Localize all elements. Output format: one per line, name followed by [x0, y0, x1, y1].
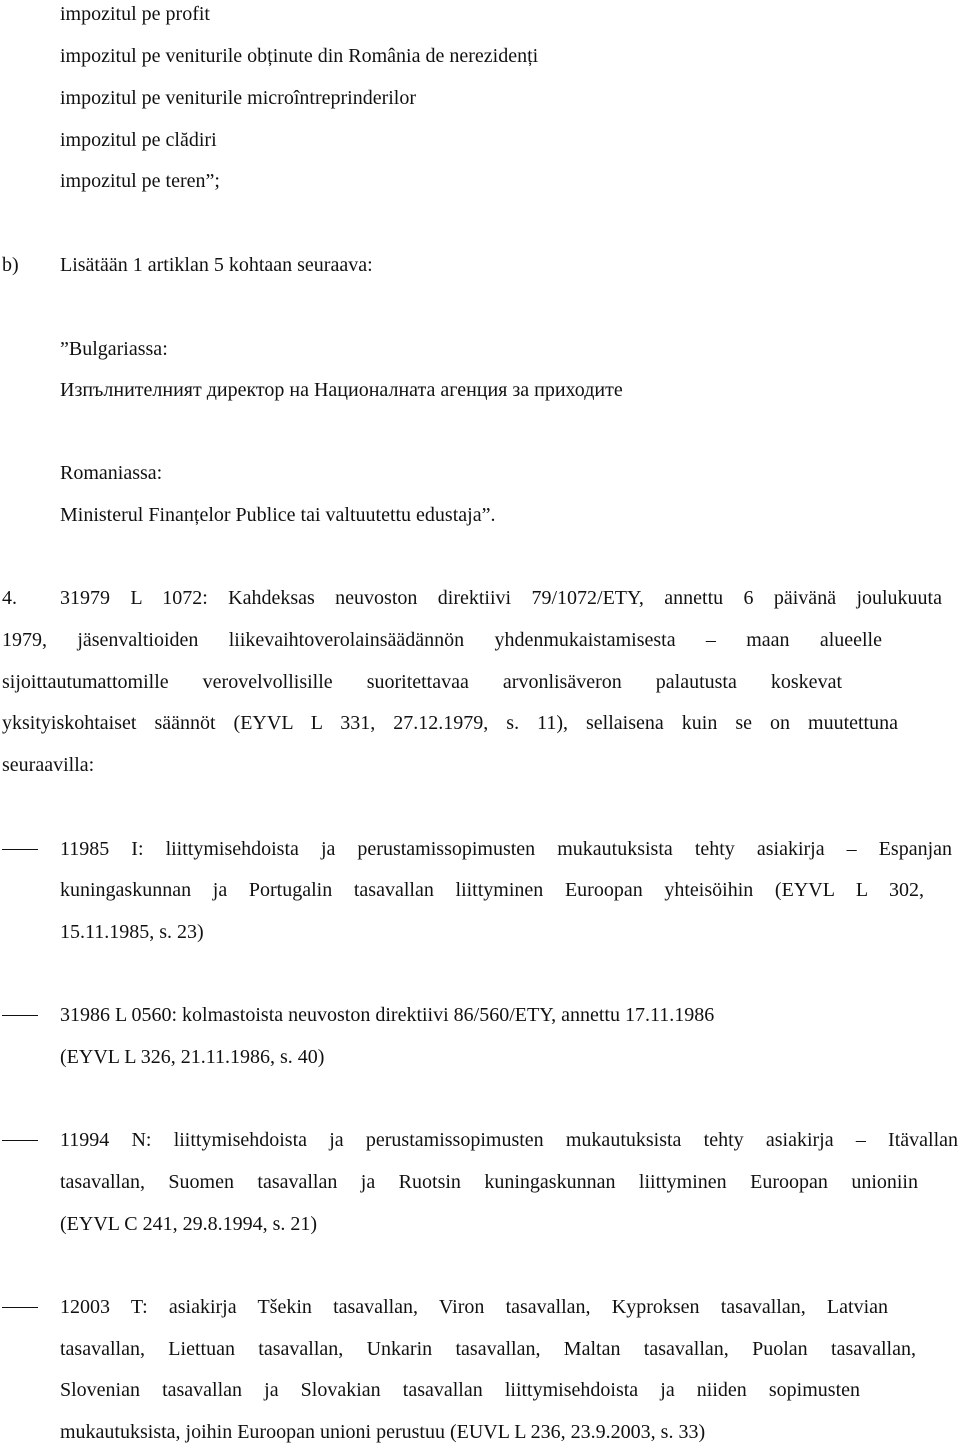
section-paragraph-line: seuraavilla:: [2, 754, 95, 776]
amendment-line: 15.11.1985, s. 23): [60, 921, 204, 943]
amendment-line: (EYVL L 326, 21.11.1986, s. 40): [60, 1046, 325, 1068]
item-b-text: Lisätään 1 artiklan 5 kohtaan seuraava:: [60, 254, 373, 276]
amendment-line: tasavallan, Suomen tasavallan ja Ruotsin kuningaskunnan liittyminen Euroopan unioniin: [60, 1171, 918, 1193]
amendment-line: 11994 N: liittymisehdoista ja perustamissopimusten mukautuksista tehty asiakirja – Itävallan: [60, 1129, 958, 1151]
tax-list-item: impozitul pe profit: [60, 3, 210, 25]
amendment-line: mukautuksista, joihin Euroopan unioni perustuu (EUVL L 236, 23.9.2003, s. 33): [60, 1421, 706, 1443]
section-paragraph-line: 1979, jäsenvaltioiden liikevaihtoverolainsäädännön yhdenmukaistamisesta – maan alueelle: [2, 629, 882, 651]
list-dash: [2, 1015, 38, 1016]
list-dash: [2, 1307, 38, 1308]
amendment-line: (EYVL C 241, 29.8.1994, s. 21): [60, 1213, 318, 1235]
section-paragraph-line: yksityiskohtaiset säännöt (EYVL L 331, 27.12.1979, s. 11), sellaisena kuin se on muutettuna: [2, 712, 898, 734]
list-dash: [2, 1140, 38, 1141]
section-paragraph-line: 31979 L 1072: Kahdeksas neuvoston direktiivi 79/1072/ETY, annettu 6 päivänä joulukuuta: [60, 587, 942, 609]
amendment-line: tasavallan, Liettuan tasavallan, Unkarin tasavallan, Maltan tasavallan, Puolan tasavallan,: [60, 1338, 916, 1360]
tax-list-item: impozitul pe veniturile microîntreprinderilor: [60, 87, 417, 109]
tax-list-item: impozitul pe teren”;: [60, 170, 220, 192]
romania-authority: Ministerul Finanțelor Publice tai valtuutettu edustaja”.: [60, 504, 496, 526]
romania-heading: Romaniassa:: [60, 462, 163, 484]
item-b-marker: b): [2, 254, 19, 276]
tax-list-item: impozitul pe clădiri: [60, 129, 217, 151]
amendment-line: 11985 I: liittymisehdoista ja perustamissopimusten mukautuksista tehty asiakirja – Espanjan: [60, 838, 952, 860]
bulgaria-heading: ”Bulgariassa:: [60, 338, 168, 360]
list-dash: [2, 849, 38, 850]
section-number: 4.: [2, 587, 17, 609]
amendment-line: 31986 L 0560: kolmastoista neuvoston direktiivi 86/560/ETY, annettu 17.11.1986: [60, 1004, 715, 1026]
amendment-line: 12003 T: asiakirja Tšekin tasavallan, Viron tasavallan, Kyproksen tasavallan, Latvian: [60, 1296, 888, 1318]
amendment-line: kuningaskunnan ja Portugalin tasavallan liittyminen Euroopan yhteisöihin (EYVL L 302,: [60, 879, 924, 901]
bulgaria-authority: Изпълнителният директор на Националната агенция за приходите: [60, 379, 623, 401]
amendment-line: Slovenian tasavallan ja Slovakian tasavallan liittymisehdoista ja niiden sopimusten: [60, 1379, 860, 1401]
section-paragraph-line: sijoittautumattomille verovelvollisille suoritettavaa arvonlisäveron palautusta koskevat: [2, 671, 842, 693]
tax-list-item: impozitul pe veniturile obținute din România de nerezidenți: [60, 45, 539, 67]
